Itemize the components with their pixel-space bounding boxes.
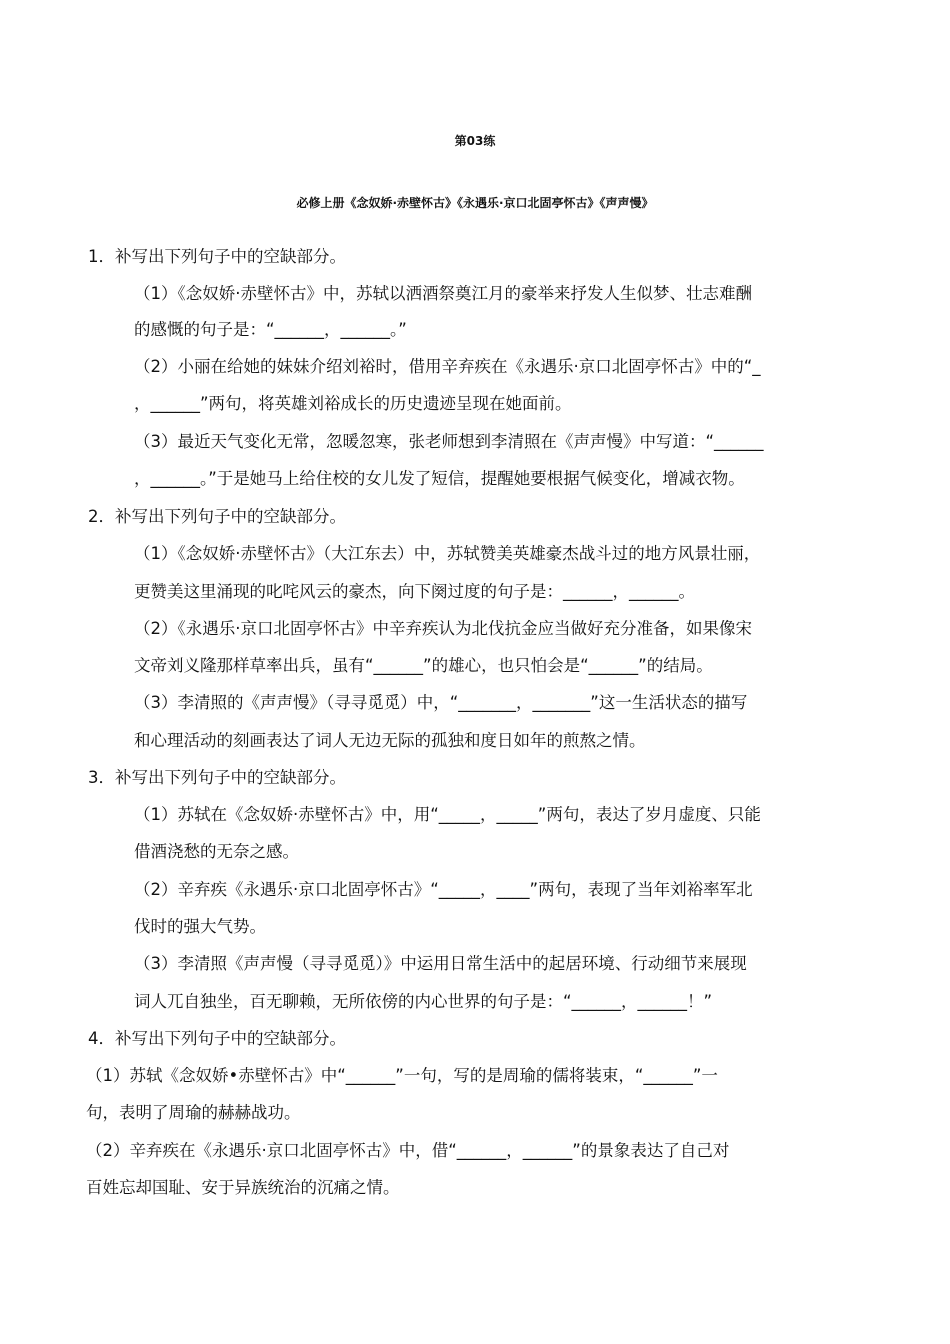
q1-part1-line2: 的感慨的句子是：“______，______。” [134, 320, 407, 339]
q2-part2-line1: （2）《永遇乐·京口北固亭怀古》中辛弃疾认为北伐抗金应当做好充分准备，如果像宋 [134, 619, 752, 638]
q1-stem: 1．补写出下列句子中的空缺部分。 [88, 247, 346, 266]
q1-part3-line2: ，______。”于是她马上给住校的女儿发了短信，提醒她要根据气候变化，增减衣物。 [134, 469, 745, 488]
q3-part1-line1: （1）苏轼在《念奴娇·赤壁怀古》中，用“_____，_____”两句，表达了岁月虚度、只能 [134, 805, 761, 824]
q3-part2-line2: 伐时的强大气势。 [134, 917, 266, 936]
q3-part3-line1: （3）李清照《声声慢（寻寻觅觅）》中运用日常生活中的起居环境、行动细节来展现 [134, 954, 747, 973]
q1-part1-line1: （1）《念奴娇·赤壁怀古》中，苏轼以洒酒祭奠江月的豪举来抒发人生似梦、壮志难酬 [134, 284, 752, 303]
q4-part1-line2: 句，表明了周瑜的赫赫战功。 [86, 1103, 301, 1122]
page-title: 第03练 [454, 134, 496, 148]
q1-part2-line1: （2）小丽在给她的妹妹介绍刘裕时，借用辛弃疾在《永遇乐·京口北固亭怀古》中的“_ [134, 357, 761, 376]
q2-part1-line2: 更赞美这里涌现的叱咤风云的豪杰，向下阕过度的句子是：______，______。 [134, 582, 695, 601]
q1-part3-line1: （3）最近天气变化无常，忽暖忽寒，张老师想到李清照在《声声慢》中写道：“______ [134, 432, 764, 451]
q3-part2-line1: （2）辛弃疾《永遇乐·京口北固亭怀古》“_____，____”两句，表现了当年刘裕率军北 [134, 880, 753, 899]
q4-part2-line1: （2）辛弃疾在《永遇乐·京口北固亭怀古》中，借“______，______”的景象表达了自己对 [86, 1141, 730, 1160]
q2-part3-line1: （3）李清照的《声声慢》（寻寻觅觅）中，“_______，_______”这一生活状态的描写 [134, 693, 748, 712]
q3-stem: 3．补写出下列句子中的空缺部分。 [88, 768, 346, 787]
q3-part3-line2: 词人兀自独坐，百无聊赖，无所依傍的内心世界的句子是：“______，______！” [134, 992, 713, 1011]
q3-part1-line2: 借酒浇愁的无奈之感。 [134, 842, 299, 861]
q4-part1-line1: （1）苏轼《念奴娇•赤壁怀古》中“______”一句，写的是周瑜的儒将装束，“______”一 [86, 1066, 718, 1085]
q1-part2-line2: ，______”两句，将英雄刘裕成长的历史遗迹呈现在她面前。 [134, 394, 572, 413]
q4-stem: 4．补写出下列句子中的空缺部分。 [88, 1029, 346, 1048]
q2-part1-line1: （1）《念奴娇·赤壁怀古》（大江东去）中，苏轼赞美英雄豪杰战斗过的地方风景壮丽， [134, 544, 761, 563]
page-subtitle: 必修上册《念奴娇·赤壁怀古》《永遇乐·京口北固亭怀古》《声声慢》 [296, 196, 654, 210]
q4-part2-line2: 百姓忘却国耻、安于异族统治的沉痛之情。 [86, 1178, 400, 1197]
q2-part3-line2: 和心理活动的刻画表达了词人无边无际的孤独和度日如年的煎熬之情。 [134, 731, 646, 750]
q2-part2-line2: 文帝刘义隆那样草率出兵，虽有“______”的雄心，也只怕会是“______”的结局。 [134, 656, 713, 675]
q2-stem: 2．补写出下列句子中的空缺部分。 [88, 507, 346, 526]
